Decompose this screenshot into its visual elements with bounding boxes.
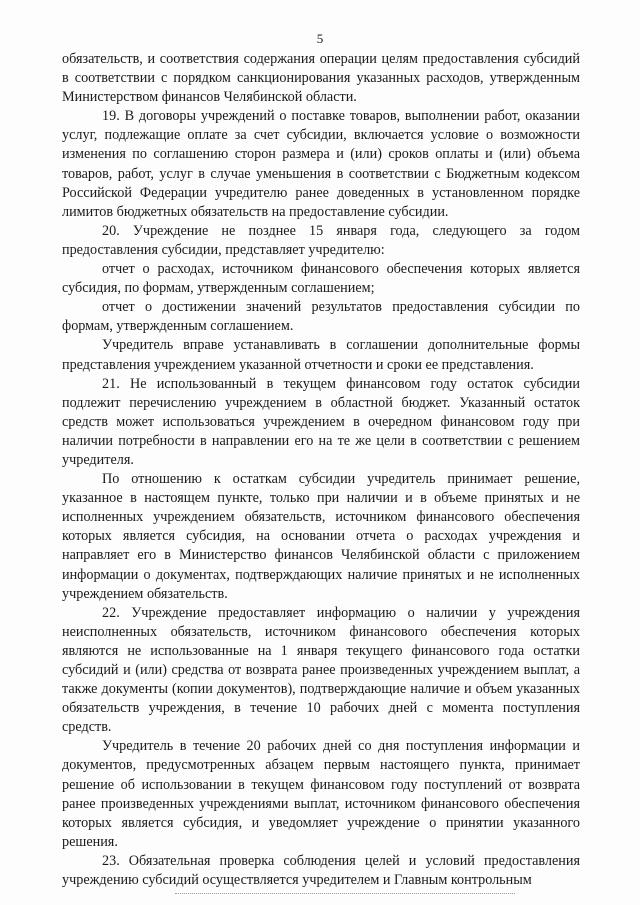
paragraph-item-22: 22. Учреждение предоставляет информацию о наличии у учреждения неисполненных обязательств, источником финансового обеспечения которых являются не использованные на 1 января текущего финансового года остатки субсидий и (или) средства от возврата ранее произведенных учреждением выплат, а также документы (копии документов), подтверждающие наличие и объем указанных обязательств учреждения, в течение 10 рабочих дней с момента поступления средств. xyxy=(62,604,580,736)
paragraph-item-20: 20. Учреждение не позднее 15 января года, следующего за годом предоставления субсидии, представляет учредителю: xyxy=(62,222,580,258)
paragraph-additional-forms: Учредитель вправе устанавливать в соглашении дополнительные формы представления учреждением указанной отчетности и сроки ее представления. xyxy=(62,337,580,373)
page-number: 5 xyxy=(316,31,324,46)
paragraph-item-19: 19. В договоры учреждений о поставке товаров, выполнении работ, оказании услуг, подлежащие оплате за счет субсидии, включается условие о возможности изменения по соглашению сторон размера и (или) сроков оплаты и (или) объема товаров, работ, услуг в случае уменьшения в соответствии с Бюджетным кодексом Российской Федерации учредителю ранее доведенных в установленном порядке лимитов бюджетных обязательств на предоставление субсидии. xyxy=(62,108,580,220)
paragraph-report-results: отчет о достижении значений результатов предоставления субсидии по формам, утвержденным соглашением. xyxy=(62,299,580,335)
paragraph-continuation: обязательств, и соответствия содержания операции целям предоставления субсидий в соответствии с порядком санкционирования указанных расходов, утвержденным Министерством финансов Челябинской области. xyxy=(62,51,580,106)
footer-dotted-rule xyxy=(175,893,515,894)
paragraph-remaining-balance: По отношению к остаткам субсидии учредитель принимает решение, указанное в настоящем пункте, только при наличии и в объеме принятых и не исполненных учреждением обязательств, источником финансового обеспечения которых является субсидия, на основании отчета о расходах учреждения и направляет его в Министерство финансов Челябинской области с приложением информации о документах, подтверждающих наличие принятых и не исполненных учреждением обязательств. xyxy=(62,471,580,602)
paragraph-item-21: 21. Не использованный в текущем финансовом году остаток субсидии подлежит перечислению учреждением в областной бюджет. Указанный остаток средств может использоваться учреждением в очередном финансовом году при наличии потребности в направлении его на те же цели в соответствии с решением учредителя. xyxy=(62,375,580,468)
document-body xyxy=(62,50,580,890)
paragraph-founder-decision: Учредитель в течение 20 рабочих дней со дня поступления информации и документов, предусмотренных абзацем первым настоящего пункта, принимает решение об использовании в текущем финансовом году поступлений от возврата ранее произведенных учреждениями выплат, источником финансового обеспечения которых является субсидия, и уведомляет учреждение о принятии указанного решения. xyxy=(62,738,580,850)
paragraph-item-23: 23. Обязательная проверка соблюдения целей и условий предоставления учреждению субсидий осуществляется учредителем и Главным контрольным xyxy=(62,852,580,889)
paragraph-report-expenses: отчет о расходах, источником финансового обеспечения которых является субсидия, по формам, утвержденным соглашением; xyxy=(62,261,580,297)
